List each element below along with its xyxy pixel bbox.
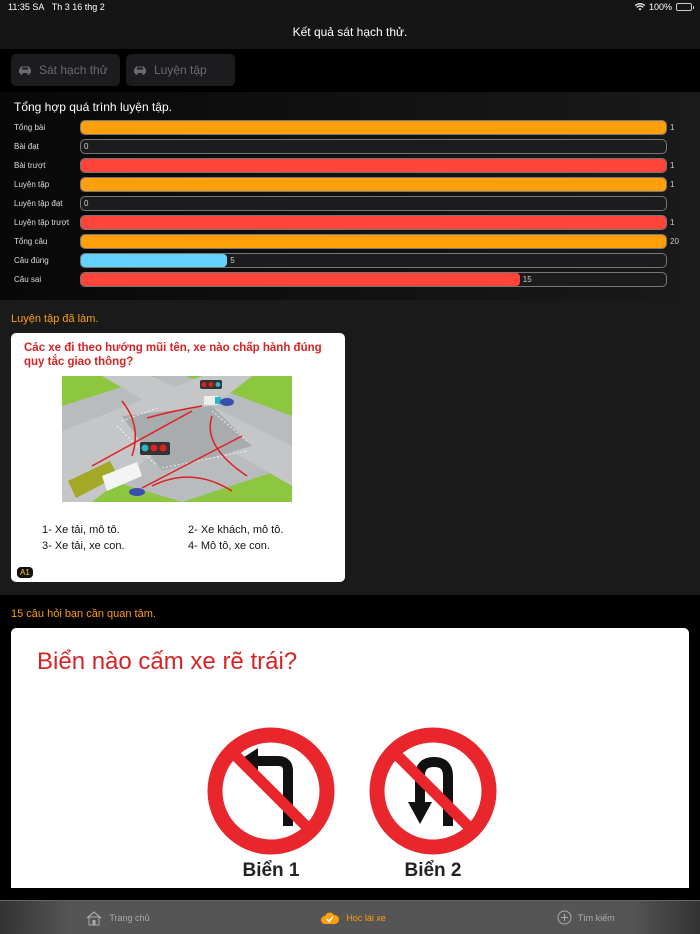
summary-row-label: Luyện tập trượt: [14, 218, 70, 227]
sign-2: [368, 726, 498, 882]
practice-section-title: Luyện tập đã làm.: [11, 313, 99, 325]
home-icon: [85, 910, 103, 926]
concern-section: [0, 595, 700, 895]
progress-value: 1: [670, 218, 675, 227]
sign-images: [206, 726, 498, 882]
summary-row: [0, 137, 700, 156]
practice-question-card[interactable]: [11, 333, 345, 582]
progress-value: 20: [670, 237, 679, 246]
summary-row: [0, 156, 700, 175]
summary-title: Tổng hợp quá trình luyện tập.: [14, 100, 172, 114]
page-title: Kết quả sát hạch thử.: [292, 24, 408, 39]
summary-row-label: Bài đạt: [14, 142, 39, 151]
progress-value: 0: [84, 142, 89, 151]
status-bar: [0, 0, 700, 14]
summary-row: [0, 175, 700, 194]
tab-home[interactable]: [85, 910, 149, 926]
segment-control: [0, 49, 700, 92]
segment-label: Sát hạch thử: [39, 63, 108, 77]
tab-label: Tìm kiếm: [577, 912, 615, 923]
progress-value: 1: [670, 161, 675, 170]
sign-label: Biển 1: [242, 860, 300, 881]
progress-bar: [80, 272, 667, 287]
sign-label: Biển 2: [404, 860, 462, 881]
car-icon: [132, 65, 148, 75]
segment-label: Luyện tập: [154, 63, 207, 77]
summary-row: [0, 194, 700, 213]
tab-label: Trang chủ: [109, 912, 150, 923]
summary-row-label: Tổng câu: [14, 237, 48, 246]
answer-option-3[interactable]: 3- Xe tải, xe con.: [42, 540, 125, 552]
summary-row-label: Tổng bài: [14, 123, 46, 132]
summary-panel: [0, 92, 700, 300]
summary-row-label: Câu sai: [14, 275, 42, 284]
practice-section: [0, 300, 700, 595]
question-text: Các xe đi theo hướng mũi tên, xe nào chấp hành đúng quy tắc giao thông?: [24, 342, 322, 368]
summary-row: [0, 251, 700, 270]
progress-bar-fill: [81, 216, 666, 229]
battery-icon: [676, 3, 692, 11]
battery-percent: 100%: [648, 2, 672, 12]
progress-value: 1: [670, 123, 675, 132]
status-time-date: 11:35 SA Th 3 16 thg 2: [8, 2, 105, 12]
progress-bar: [80, 196, 667, 211]
no-left-turn-sign-icon: [206, 726, 336, 856]
progress-bar: [80, 234, 667, 249]
sign-1: [206, 726, 336, 882]
summary-row-label: Bài trượt: [14, 161, 46, 170]
cloud-check-icon: [320, 911, 340, 925]
question-text: Biển nào cấm xe rẽ trái?: [37, 648, 298, 675]
concern-section-title: 15 câu hỏi bạn cần quan tâm.: [11, 608, 156, 620]
tab-label: Hoc lái xe: [346, 912, 386, 923]
summary-row-label: Luyện tập đạt: [14, 199, 63, 208]
progress-bar-fill: [81, 273, 520, 286]
summary-rows: [0, 118, 700, 289]
license-class-badge: A1: [17, 567, 33, 578]
summary-row: [0, 232, 700, 251]
car-icon: [17, 65, 33, 75]
segment-luyen-tap[interactable]: [126, 54, 235, 86]
progress-bar: [80, 177, 667, 192]
summary-row: [0, 213, 700, 232]
progress-bar: [80, 253, 667, 268]
tab-learn-driving[interactable]: [320, 911, 386, 925]
answer-option-4[interactable]: 4- Mô tô, xe con.: [188, 540, 270, 552]
summary-row: [0, 118, 700, 137]
intersection-image: [62, 376, 292, 502]
concern-question-card[interactable]: [11, 628, 689, 888]
progress-bar-fill: [81, 159, 666, 172]
nav-bar: [0, 14, 700, 49]
progress-bar: [80, 158, 667, 173]
wifi-icon: [635, 3, 645, 11]
progress-bar-fill: [81, 121, 666, 134]
summary-row-label: Câu đúng: [14, 256, 49, 265]
progress-value: 15: [522, 275, 532, 284]
progress-value: 1: [670, 180, 675, 189]
progress-bar: [80, 215, 667, 230]
no-u-turn-sign-icon: [368, 726, 498, 856]
summary-row: [0, 270, 700, 289]
progress-value: 0: [84, 199, 89, 208]
progress-bar: [80, 139, 667, 154]
tab-bar: [0, 900, 700, 934]
progress-bar-fill: [81, 178, 666, 191]
answer-option-1[interactable]: 1- Xe tải, mô tô.: [42, 524, 120, 536]
summary-row-label: Luyện tập: [14, 180, 50, 189]
progress-bar: [80, 120, 667, 135]
progress-value: 5: [230, 256, 235, 265]
progress-bar-fill: [81, 235, 666, 248]
answer-options: [42, 522, 332, 554]
answer-option-2[interactable]: 2- Xe khách, mô tô.: [188, 524, 284, 536]
tab-search[interactable]: [557, 910, 615, 925]
segment-sat-hach-thu[interactable]: [11, 54, 120, 86]
progress-bar-fill: [81, 254, 227, 267]
plus-circle-icon: [557, 910, 572, 925]
